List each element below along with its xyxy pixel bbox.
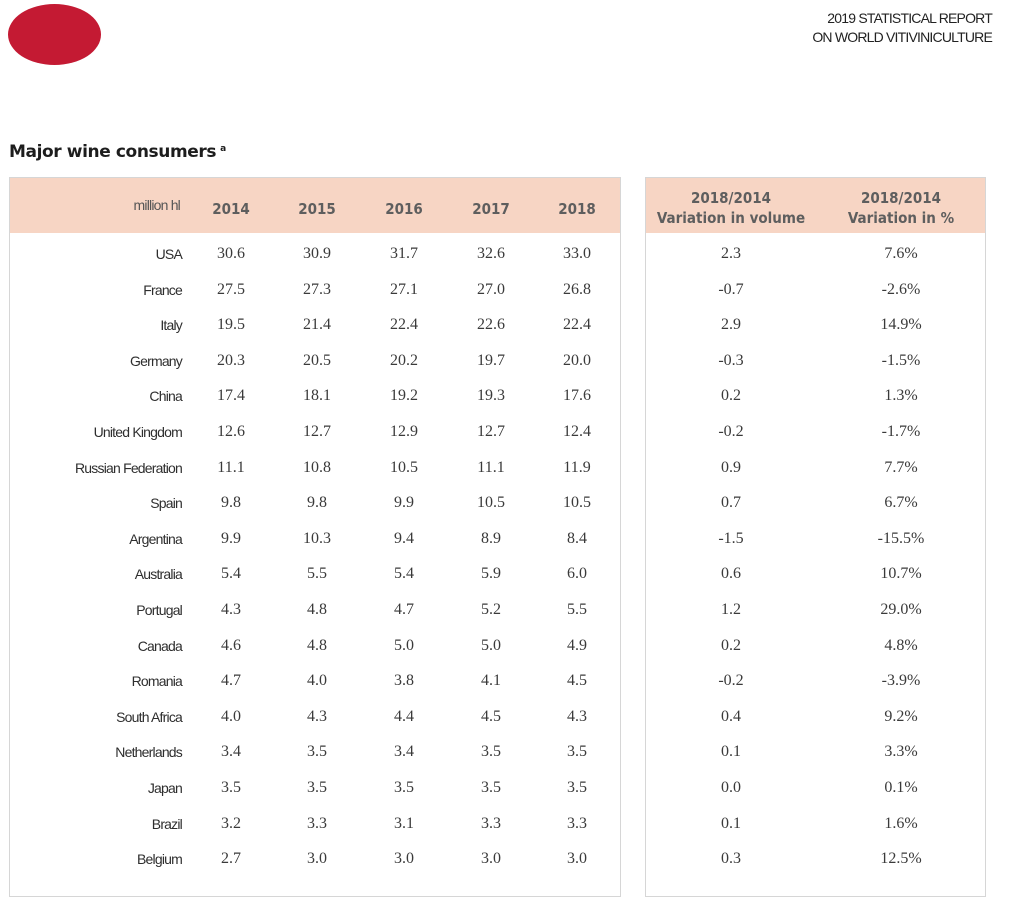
consumption-value: 4.8 [307, 601, 327, 618]
consumption-value: 21.4 [303, 316, 331, 334]
consumption-value: 20.3 [217, 351, 245, 369]
table-row [646, 307, 986, 343]
table-row [10, 806, 620, 842]
variation-table-header [646, 178, 985, 233]
consumption-value: 4.3 [221, 601, 241, 618]
variation-volume-value: 0.0 [721, 779, 741, 796]
table-row [646, 343, 986, 379]
consumption-value: 3.2 [221, 814, 241, 832]
consumption-value: 5.9 [481, 565, 501, 583]
country-name: Belgium [137, 851, 182, 868]
table-row [646, 699, 986, 735]
table-row [10, 556, 620, 592]
year-header: 2014 [212, 200, 250, 218]
table-row [10, 272, 620, 308]
consumption-value: 3.0 [394, 850, 414, 868]
country-name: Spain [150, 495, 182, 512]
consumption-value: 27.5 [217, 280, 245, 298]
variation-volume-value: 0.3 [721, 850, 741, 868]
country-name: Romania [131, 673, 182, 690]
variation-pct-value: -1.5% [881, 351, 921, 369]
consumption-value: 31.7 [390, 245, 418, 262]
country-name: Netherlands [115, 744, 182, 761]
variation-pct-value: 3.3% [884, 743, 918, 761]
variation-pct-value: 10.7% [880, 565, 922, 583]
consumption-value: 19.7 [477, 351, 505, 369]
variation-pct-value: 7.7% [884, 458, 918, 476]
consumption-value: 4.9 [567, 636, 587, 654]
consumption-value: 3.5 [567, 743, 587, 761]
variation-pct-value: 29.0% [880, 601, 922, 618]
consumption-value: 11.9 [563, 458, 591, 476]
country-name: China [149, 388, 182, 405]
consumption-value: 3.3 [307, 814, 327, 832]
consumption-value: 3.5 [221, 779, 241, 796]
variation-volume-value: 0.1 [721, 814, 741, 832]
variation-pct-value: -15.5% [877, 529, 925, 547]
consumption-value: 10.5 [390, 458, 418, 476]
consumption-value: 10.8 [303, 458, 331, 476]
consumption-value: 3.0 [567, 850, 587, 868]
unit-label: million hl [133, 197, 180, 213]
variation-pct-header [816, 188, 986, 228]
consumption-table [9, 177, 621, 897]
consumption-value: 12.4 [563, 423, 591, 440]
consumption-value: 4.3 [307, 707, 327, 725]
table-row [646, 414, 986, 450]
consumption-value: 3.5 [307, 779, 327, 796]
oiv-logo [8, 4, 101, 65]
consumption-value: 4.3 [567, 707, 587, 725]
table-row [646, 770, 986, 806]
consumption-value: 22.4 [390, 316, 418, 334]
report-header-line2: ON WORLD VITIVINICULTURE [812, 29, 992, 45]
table-row [646, 628, 986, 664]
consumption-value: 33.0 [563, 245, 591, 262]
consumption-value: 6.0 [567, 565, 587, 583]
consumption-value: 9.4 [394, 529, 414, 547]
variation-volume-value: 0.1 [721, 743, 741, 761]
consumption-value: 8.9 [481, 529, 501, 547]
consumption-value: 30.9 [303, 245, 331, 262]
table-row [10, 628, 620, 664]
consumption-value: 9.8 [221, 494, 241, 512]
consumption-value: 10.5 [563, 494, 591, 512]
consumption-value: 4.0 [221, 707, 241, 725]
consumption-value: 9.8 [307, 494, 327, 512]
variation-volume-header-line2: Variation in volume [656, 209, 806, 227]
consumption-value: 10.5 [477, 494, 505, 512]
consumption-value: 3.1 [394, 814, 414, 832]
variation-volume-value: 0.9 [721, 458, 741, 476]
country-name: Canada [137, 637, 182, 654]
consumption-value: 3.8 [394, 672, 414, 690]
table-row [10, 699, 620, 735]
variation-volume-value: 0.4 [721, 707, 741, 725]
consumption-value: 20.2 [390, 351, 418, 369]
consumption-value: 9.9 [394, 494, 414, 512]
country-name: Australia [134, 566, 182, 583]
consumption-value: 4.1 [481, 672, 501, 690]
consumption-value: 8.4 [567, 529, 587, 547]
consumption-value: 11.1 [217, 458, 245, 476]
year-header: 2017 [472, 200, 510, 218]
variation-volume-value: 0.2 [721, 636, 741, 654]
country-name: Portugal [136, 602, 182, 618]
variation-pct-value: -3.9% [881, 672, 921, 690]
consumption-value: 3.5 [481, 743, 501, 761]
table-row [10, 770, 620, 806]
consumption-value: 3.4 [394, 743, 414, 761]
consumption-value: 4.6 [221, 636, 241, 654]
consumption-value: 20.0 [563, 351, 591, 369]
consumption-value: 4.0 [307, 672, 327, 690]
consumption-value: 30.6 [217, 245, 245, 262]
table-row [10, 236, 620, 272]
variation-volume-header [646, 188, 816, 228]
consumption-value: 3.5 [481, 779, 501, 796]
table-row [10, 734, 620, 770]
consumption-value: 22.6 [477, 316, 505, 334]
consumption-value: 4.8 [307, 636, 327, 654]
report-header [812, 9, 992, 47]
variation-pct-header-line1: 2018/2014 [860, 189, 942, 207]
consumption-value: 5.4 [221, 565, 241, 583]
consumption-value: 18.1 [303, 387, 331, 405]
consumption-value: 5.2 [481, 601, 501, 618]
variation-pct-value: 0.1% [884, 779, 918, 796]
consumption-value: 3.5 [307, 743, 327, 761]
country-name: Germany [130, 352, 182, 369]
variation-pct-value: 14.9% [880, 316, 922, 334]
year-header: 2016 [385, 200, 423, 218]
consumption-value: 27.0 [477, 280, 505, 298]
country-name: United Kingdom [93, 424, 182, 440]
consumption-value: 5.5 [307, 565, 327, 583]
consumption-value: 3.5 [567, 779, 587, 796]
table-row [646, 663, 986, 699]
variation-pct-value: -2.6% [881, 280, 921, 298]
variation-pct-value: -1.7% [881, 423, 921, 440]
consumption-value: 5.0 [481, 636, 501, 654]
consumption-value: 20.5 [303, 351, 331, 369]
consumption-value: 22.4 [563, 316, 591, 334]
consumption-value: 4.5 [481, 707, 501, 725]
consumption-value: 3.5 [394, 779, 414, 796]
consumption-value: 9.9 [221, 529, 241, 547]
consumption-value: 3.0 [481, 850, 501, 868]
table-row [10, 592, 620, 628]
variation-volume-value: -0.2 [718, 672, 744, 690]
consumption-value: 3.3 [567, 814, 587, 832]
table-row [646, 450, 986, 486]
variation-pct-value: 1.3% [884, 387, 918, 405]
variation-volume-value: -0.7 [718, 280, 744, 298]
report-header-line1: 2019 STATISTICAL REPORT [827, 10, 992, 26]
table-row [646, 806, 986, 842]
consumption-value: 26.8 [563, 280, 591, 298]
country-name: Japan [147, 780, 182, 796]
consumption-value: 4.4 [394, 707, 414, 725]
country-name: USA [155, 246, 182, 262]
variation-pct-value: 1.6% [884, 814, 918, 832]
consumption-value: 2.7 [221, 850, 241, 868]
consumption-value: 3.0 [307, 850, 327, 868]
variation-volume-value: -0.3 [718, 351, 744, 369]
table-title-text: Major wine consumers [9, 142, 217, 162]
table-title [9, 142, 226, 162]
table-row [10, 414, 620, 450]
variation-pct-value: 7.6% [884, 245, 918, 262]
table-title-footnote: a [220, 144, 226, 154]
variation-volume-value: 0.6 [721, 565, 741, 583]
table-row [646, 734, 986, 770]
consumption-value: 12.7 [303, 423, 331, 440]
country-name: South Africa [116, 708, 182, 725]
year-header: 2015 [298, 200, 336, 218]
variation-volume-value: -0.2 [718, 423, 744, 440]
country-name: Italy [160, 317, 182, 334]
variation-volume-value: 2.3 [721, 245, 741, 262]
consumption-value: 19.3 [477, 387, 505, 405]
table-row [646, 556, 986, 592]
variation-volume-value: 0.2 [721, 387, 741, 405]
table-row [646, 236, 986, 272]
consumption-value: 12.9 [390, 423, 418, 440]
consumption-table-header [10, 178, 620, 233]
consumption-value: 19.5 [217, 316, 245, 334]
consumption-value: 11.1 [477, 458, 505, 476]
consumption-value: 10.3 [303, 529, 331, 547]
consumption-value: 5.4 [394, 565, 414, 583]
variation-pct-value: 6.7% [884, 494, 918, 512]
consumption-value: 27.3 [303, 280, 331, 298]
consumption-value: 19.2 [390, 387, 418, 405]
table-row [10, 841, 620, 877]
table-row [646, 272, 986, 308]
country-name: Brazil [151, 815, 182, 832]
table-row [646, 841, 986, 877]
consumption-value: 17.6 [563, 387, 591, 405]
consumption-value: 5.5 [567, 601, 587, 618]
table-row [10, 450, 620, 486]
table-row [10, 307, 620, 343]
table-row [646, 485, 986, 521]
consumption-value: 27.1 [390, 280, 418, 298]
consumption-value: 3.4 [221, 743, 241, 761]
variation-volume-value: -1.5 [718, 529, 744, 547]
table-row [10, 343, 620, 379]
variation-pct-value: 4.8% [884, 636, 918, 654]
country-name: Russian Federation [75, 459, 182, 476]
consumption-value: 3.3 [481, 814, 501, 832]
consumption-value: 5.0 [394, 636, 414, 654]
consumption-value: 12.7 [477, 423, 505, 440]
variation-pct-value: 9.2% [884, 707, 918, 725]
table-row [10, 663, 620, 699]
consumption-value: 12.6 [217, 423, 245, 440]
consumption-value: 17.4 [217, 387, 245, 405]
variation-volume-value: 2.9 [721, 316, 741, 334]
consumption-value: 4.5 [567, 672, 587, 690]
variation-pct-header-line2: Variation in % [847, 209, 955, 227]
country-name: Argentina [129, 530, 182, 547]
consumption-value: 32.6 [477, 245, 505, 262]
variation-volume-header-line1: 2018/2014 [690, 189, 772, 207]
variation-pct-value: 12.5% [880, 850, 922, 868]
table-row [646, 592, 986, 628]
country-name: France [143, 281, 182, 298]
variation-table [645, 177, 986, 897]
table-row [10, 521, 620, 557]
variation-volume-value: 1.2 [721, 601, 741, 618]
year-header: 2018 [558, 200, 596, 218]
table-row [10, 485, 620, 521]
consumption-value: 4.7 [221, 672, 241, 690]
table-row [10, 378, 620, 414]
variation-volume-value: 0.7 [721, 494, 741, 512]
table-row [646, 378, 986, 414]
consumption-value: 4.7 [394, 601, 414, 618]
table-row [646, 521, 986, 557]
